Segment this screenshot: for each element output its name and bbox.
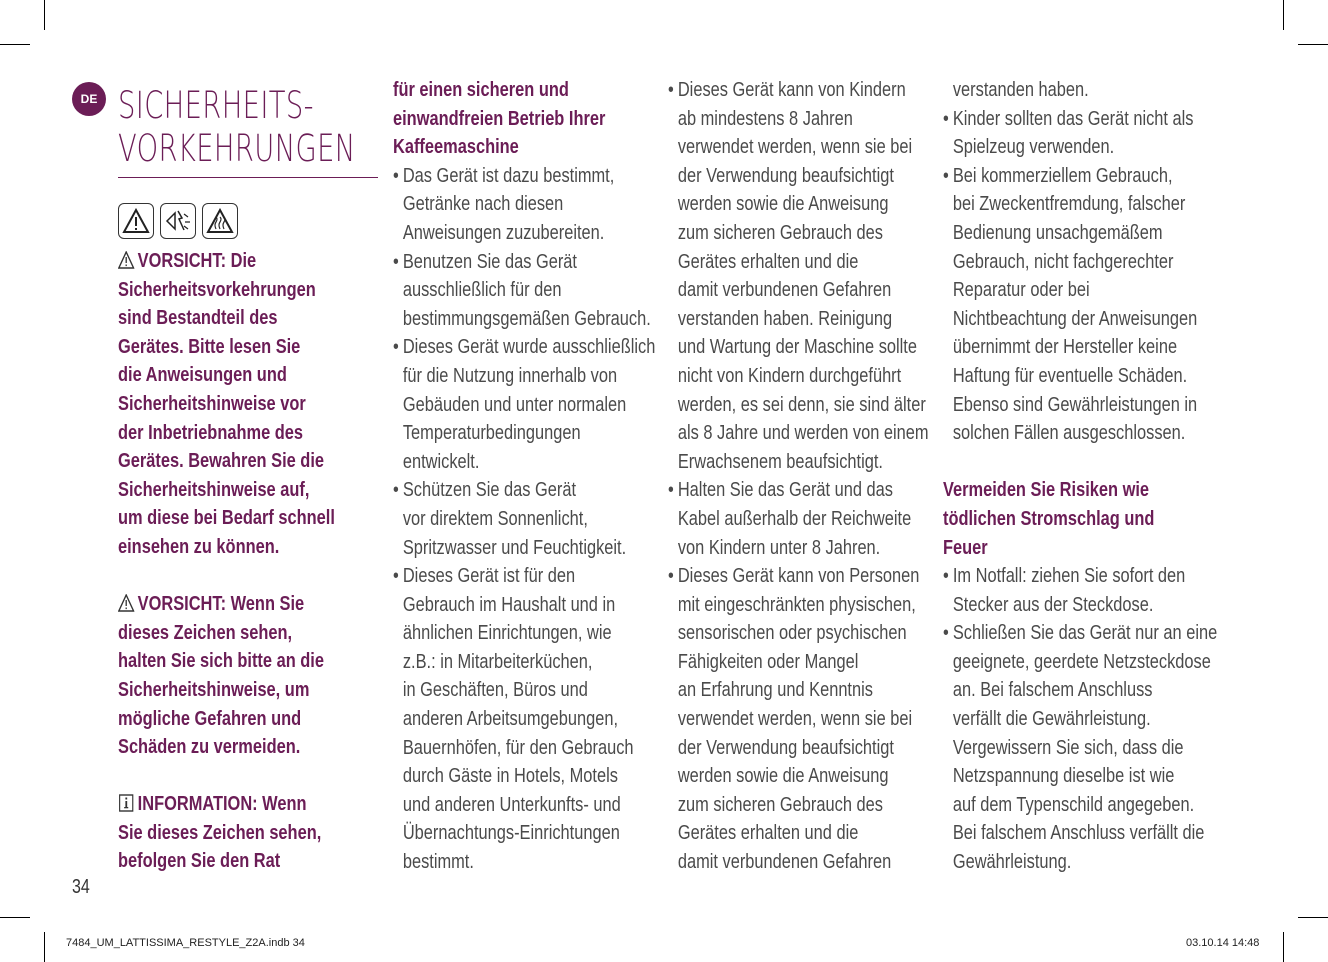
bullet-item <box>393 562 658 877</box>
text-line: verwendet werden, wenn sie bei <box>677 708 913 731</box>
text-line: • Dieses Gerät kann von Kindern <box>677 79 906 101</box>
text-line: Gerätes erhalten und die <box>677 250 859 273</box>
text-line: halten Sie sich bitte an die <box>118 650 324 673</box>
text-line: einwandfreien Betrieb Ihrer <box>393 107 606 130</box>
text-line: nicht von Kindern durchgeführt <box>677 364 902 387</box>
page-title <box>118 84 356 170</box>
text-line: Fähigkeiten oder Mangel <box>677 650 859 673</box>
page-number: 34 <box>72 876 90 898</box>
text-line: bestimmungsgemäßen Gebrauch. <box>402 307 651 330</box>
text-line: übernimmt der Hersteller keine <box>952 336 1178 359</box>
text-line: • Dieses Gerät kann von Personen <box>677 565 920 588</box>
bullet-item <box>943 105 1208 162</box>
text-line: Temperaturbedingungen <box>402 422 581 445</box>
crop-mark <box>44 932 45 962</box>
language-badge: DE <box>72 82 106 116</box>
text-line: für einen sicheren und <box>393 79 569 101</box>
text-line: zum sicheren Gebrauch des <box>677 221 883 244</box>
text-line: verfällt die Gewährleistung. <box>952 708 1151 731</box>
text-line: • Das Gerät ist dazu bestimmt, <box>402 164 615 187</box>
text-line: • Dieses Gerät ist für den <box>402 565 576 588</box>
text-line: in Geschäften, Büros und <box>402 679 588 702</box>
crop-mark <box>1298 44 1328 45</box>
bullet-item <box>668 562 933 877</box>
title-line-1: SICHERHEITS- <box>118 84 314 127</box>
text-line: befolgen Sie den Rat <box>118 850 281 873</box>
text-line: Sicherheitshinweise, um <box>118 678 310 701</box>
text-line: VORSICHT: Die <box>137 250 257 272</box>
text-line: Anweisungen zuzubereiten. <box>402 221 605 244</box>
safety-icons <box>118 203 238 239</box>
text-line: Spritzwasser und Feuchtigkeit. <box>402 536 627 559</box>
continued-text <box>943 76 1208 105</box>
bullet-item <box>668 476 933 562</box>
text-line: ab mindestens 8 Jahren <box>677 107 853 130</box>
text-line: verstanden haben. Reinigung <box>677 307 893 330</box>
text-line: VORSICHT: Wenn Sie <box>137 593 305 616</box>
text-line: bestimmt. <box>402 851 474 874</box>
text-line: durch Gäste in Hotels, Motels <box>402 765 618 788</box>
text-line: als 8 Jahre und werden von einem <box>677 422 929 445</box>
text-line: Stecker aus der Steckdose. <box>952 593 1154 616</box>
text-line: Ebenso sind Gewährleistungen in <box>952 393 1198 416</box>
footer-file-info: 7484_UM_LATTISSIMA_RESTYLE_Z2A.indb 34 <box>66 937 305 949</box>
text-line: • Dieses Gerät wurde ausschließlich <box>402 336 656 359</box>
crop-mark <box>1298 917 1328 918</box>
text-line: • Halten Sie das Gerät und das <box>677 479 894 502</box>
text-line: an. Bei falschem Anschluss <box>952 679 1153 702</box>
text-line: Übernachtungs-Einrichtungen <box>402 822 620 845</box>
column-3 <box>668 76 933 877</box>
text-line: • Schließen Sie das Gerät nur an eine <box>952 622 1218 645</box>
bullet-item <box>393 248 658 334</box>
text-line: Reparatur oder bei <box>952 279 1090 302</box>
text-line: • Benutzen Sie das Gerät <box>402 250 577 273</box>
text-line: Sicherheitshinweise vor <box>118 392 306 415</box>
text-line: der Verwendung beaufsichtigt <box>677 736 894 759</box>
text-line: anderen Arbeitsumgebungen, <box>402 708 619 731</box>
column-2 <box>393 76 658 877</box>
hot-surface-icon <box>202 203 238 239</box>
text-line: Kabel außerhalb der Reichweite <box>677 507 912 530</box>
text-line: Schäden zu vermeiden. <box>118 736 301 759</box>
text-line: mit eingeschränkten physischen, <box>677 593 916 616</box>
electric-shock-icon <box>160 203 196 239</box>
text-line: Gerätes. Bewahren Sie die <box>118 450 325 473</box>
bullet-item <box>393 162 658 248</box>
crop-mark <box>1283 932 1284 962</box>
text-line: einsehen zu können. <box>118 535 280 558</box>
text-line: um diese bei Bedarf schnell <box>118 507 335 530</box>
text-line: geeignete, geerdete Netzsteckdose <box>952 650 1211 673</box>
text-line: Gewährleistung. <box>952 851 1072 874</box>
text-line: Spielzeug verwenden. <box>952 136 1115 159</box>
text-line: Getränke nach diesen <box>402 193 564 216</box>
text-line: Sie dieses Zeichen sehen, <box>118 821 322 844</box>
text-line: Kaffeemaschine <box>393 136 519 159</box>
text-line: • Kinder sollten das Gerät nicht als <box>952 107 1194 130</box>
text-line: solchen Fällen ausgeschlossen. <box>952 422 1186 445</box>
text-line: Gerätes erhalten und die <box>677 822 859 845</box>
text-line: • Bei kommerziellem Gebrauch, <box>952 164 1173 187</box>
warning-triangle-icon <box>118 203 154 239</box>
crop-mark <box>0 917 30 918</box>
title-divider <box>118 177 378 178</box>
text-line: zum sicheren Gebrauch des <box>677 793 883 816</box>
text-line: Sicherheitsvorkehrungen <box>118 278 316 301</box>
text-line: verwendet werden, wenn sie bei <box>677 136 913 159</box>
text-line: INFORMATION: Wenn <box>137 793 307 816</box>
text-line: werden sowie die Anweisung <box>677 193 889 216</box>
footer-date: 03.10.14 14:48 <box>1186 937 1260 949</box>
text-line: Vermeiden Sie Risiken wie <box>943 479 1150 502</box>
text-line: Bei falschem Anschluss verfällt die <box>952 822 1205 845</box>
bullet-item <box>393 333 658 476</box>
text-line: Feuer <box>943 536 988 559</box>
bullet-item <box>943 619 1218 876</box>
text-line: damit verbundenen Gefahren <box>677 851 892 874</box>
text-line: entwickelt. <box>402 450 480 473</box>
text-line: mögliche Gefahren und <box>118 707 302 730</box>
block-first-line <box>118 590 378 619</box>
text-line: Haftung für eventuelle Schäden. <box>952 364 1188 387</box>
text-line: Gebrauch, nicht fachgerechter <box>952 250 1174 273</box>
crop-mark <box>1283 0 1284 30</box>
text-line: Gebrauch im Haushalt und in <box>402 593 616 616</box>
text-line: Sicherheitshinweise auf, <box>118 478 310 501</box>
text-line: für die Nutzung innerhalb von <box>402 364 618 387</box>
bullet-item <box>393 476 658 562</box>
crop-mark <box>44 0 45 30</box>
text-line: werden, es sei denn, sie sind älter <box>677 393 926 416</box>
text-line: der Verwendung beaufsichtigt <box>677 164 894 187</box>
info-icon <box>118 794 134 812</box>
column-4 <box>943 76 1218 877</box>
text-line: und Wartung der Maschine sollte <box>677 336 917 359</box>
warning-icon <box>118 594 134 612</box>
text-line: z.B.: in Mitarbeiterküchen, <box>402 650 593 673</box>
text-line: und anderen Unterkunfts- und <box>402 793 621 816</box>
text-line: • Im Notfall: ziehen Sie sofort den <box>952 565 1186 588</box>
text-line: Erwachsenem beaufsichtigt. <box>677 450 883 473</box>
information-block <box>118 790 378 876</box>
caution-block-1 <box>118 247 378 562</box>
text-line: die Anweisungen und <box>118 364 287 387</box>
text-line: tödlichen Stromschlag und <box>943 507 1155 530</box>
text-line: an Erfahrung und Kenntnis <box>677 679 873 702</box>
text-line: ähnlichen Einrichtungen, wie <box>402 622 612 645</box>
text-line: • Schützen Sie das Gerät <box>402 479 577 502</box>
text-line: damit verbundenen Gefahren <box>677 279 892 302</box>
text-line: Vergewissern Sie sich, dass die <box>952 736 1184 759</box>
caution-block-2 <box>118 590 378 762</box>
text-line: Gebäuden und unter normalen <box>402 393 627 416</box>
text-line: werden sowie die Anweisung <box>677 765 889 788</box>
text-line: Nichtbeachtung der Anweisungen <box>952 307 1198 330</box>
block-first-line <box>118 790 378 819</box>
crop-mark <box>0 44 30 45</box>
text-line: sensorischen oder psychischen <box>677 622 907 645</box>
text-line: Bedienung unsachgemäßem <box>952 221 1163 244</box>
text-line: bei Zweckentfremdung, falscher <box>952 193 1186 216</box>
text-line: Bauernhöfen, für den Gebrauch <box>402 736 634 759</box>
warning-icon <box>118 251 134 269</box>
text-line: sind Bestandteil des <box>118 307 278 330</box>
title-line-2: VORKEHRUNGEN <box>118 127 356 170</box>
text-line: vor direktem Sonnenlicht, <box>402 507 588 530</box>
bullet-item <box>668 76 933 476</box>
text-line: auf dem Typenschild angegeben. <box>952 793 1195 816</box>
text-line: ausschließlich für den <box>402 279 562 302</box>
text-line: dieses Zeichen sehen, <box>118 621 293 644</box>
column-1 <box>118 247 378 876</box>
text-line: Netzspannung dieselbe ist wie <box>952 765 1175 788</box>
text-line: verstanden haben. <box>952 79 1089 101</box>
bullet-item <box>943 162 1208 448</box>
text-line: Gerätes. Bitte lesen Sie <box>118 335 301 358</box>
text-line: von Kindern unter 8 Jahren. <box>677 536 881 559</box>
text-line: der Inbetriebnahme des <box>118 421 304 444</box>
block-first-line <box>118 247 378 276</box>
bullet-item <box>943 562 1208 619</box>
